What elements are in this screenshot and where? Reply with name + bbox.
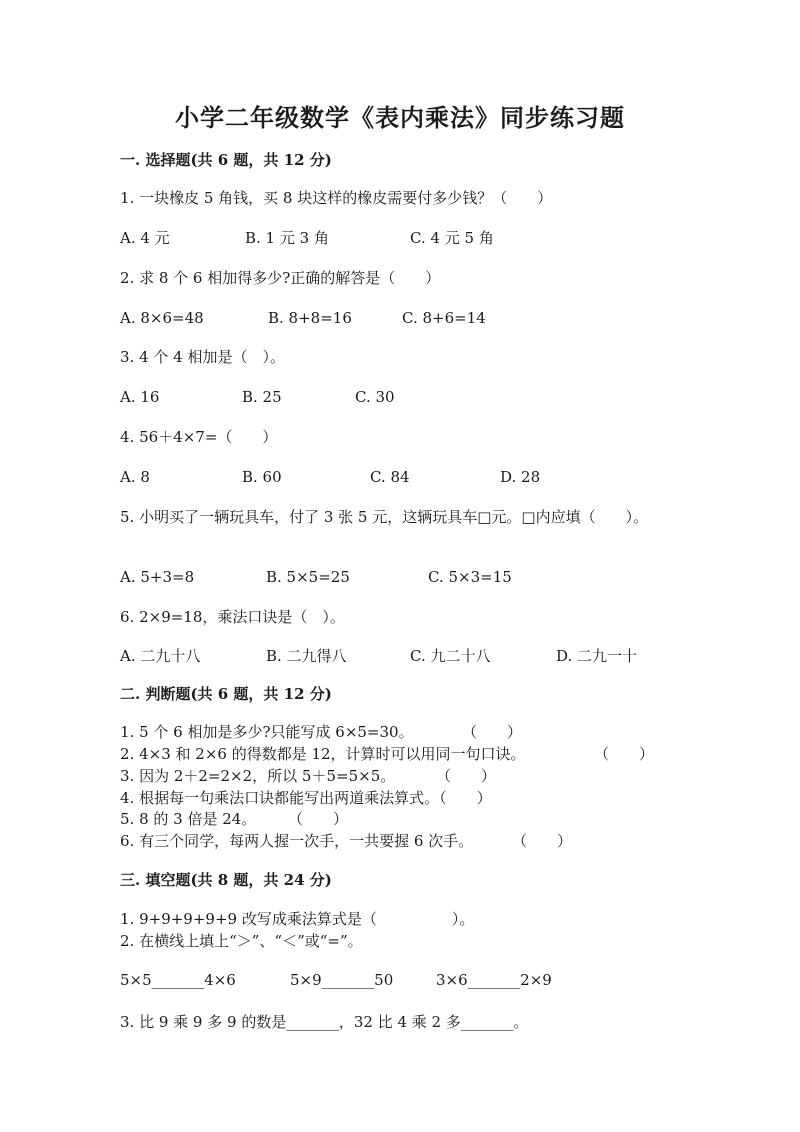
fill-item: 2. 在横线上填上“＞”、“＜”或“=”。 [120,932,363,950]
section-heading-fill: 三. 填空题(共 8 题，共 24 分) [120,871,332,889]
option-c: C. 5×3=15 [428,568,512,586]
fill-comparison: 5×5_______4×6 [120,971,236,989]
option-a: A. 8 [120,468,150,486]
judge-answer-paren: （ ） [462,723,523,741]
option-b: B. 5×5=25 [266,568,350,586]
option-d: D. 二九一十 [556,647,638,665]
judge-answer-paren: （ ） [512,832,573,850]
section-heading-choice: 一. 选择题(共 6 题，共 12 分) [120,151,332,169]
fill-comparison: 3×6_______2×9 [436,971,552,989]
fill-comparison: 5×9_______50 [290,971,394,989]
judge-answer-paren: （ ） [436,767,497,785]
judge-answer-paren: （ ） [594,745,655,763]
option-a: A. 4 元 [120,229,170,247]
option-a: A. 5+3=8 [120,568,195,586]
option-b: B. 60 [242,468,282,486]
option-b: B. 25 [242,388,282,406]
section-heading-judge: 二. 判断题(共 6 题，共 12 分) [120,685,332,703]
judge-answer-paren: （ ） [288,810,349,828]
option-c: C. 30 [355,388,395,406]
judge-item: 2. 4×3 和 2×6 的得数都是 12，计算时可以用同一句口诀。 [120,745,526,763]
option-a: A. 16 [120,388,160,406]
option-c: C. 4 元 5 角 [410,229,494,247]
option-c: C. 九二十八 [410,647,491,665]
judge-item: 1. 5 个 6 相加是多少?只能写成 6×5=30。 [120,723,414,741]
judge-item: 3. 因为 2＋2=2×2，所以 5＋5=5×5。 [120,767,396,785]
question-text: 2. 求 8 个 6 相加得多少?正确的解答是（ ） [120,269,441,287]
question-text: 5. 小明买了一辆玩具车，付了 3 张 5 元，这辆玩具车□元。□内应填（ ）。 [120,508,649,526]
option-b: B. 8+8=16 [268,309,352,327]
option-a: A. 二九十八 [120,647,201,665]
option-c: C. 84 [370,468,410,486]
page-title: 小学二年级数学《表内乘法》同步练习题 [175,103,625,132]
judge-item: 6. 有三个同学，每两人握一次手，一共要握 6 次手。 [120,832,474,850]
question-text: 1. 一块橡皮 5 角钱，买 8 块这样的橡皮需要付多少钱？（ ） [120,189,553,207]
option-b: B. 二九得八 [266,647,347,665]
option-b: B. 1 元 3 角 [245,229,329,247]
judge-item: 5. 8 的 3 倍是 24。 [120,810,257,828]
question-text: 4. 56＋4×7=（ ） [120,428,278,446]
question-text: 3. 4 个 4 相加是（ ）。 [120,348,285,366]
option-a: A. 8×6=48 [120,309,204,327]
option-c: C. 8+6=14 [402,309,486,327]
question-text: 6. 2×9=18，乘法口诀是（ ）。 [120,608,345,626]
fill-item: 3. 比 9 乘 9 多 9 的数是_______，32 比 4 乘 2 多_______。 [120,1013,529,1031]
option-d: D. 28 [500,468,541,486]
fill-item: 1. 9+9+9+9+9 改写成乘法算式是（ ）。 [120,910,475,928]
judge-item: 4. 根据每一句乘法口诀都能写出两道乘法算式。（ ） [120,789,492,807]
